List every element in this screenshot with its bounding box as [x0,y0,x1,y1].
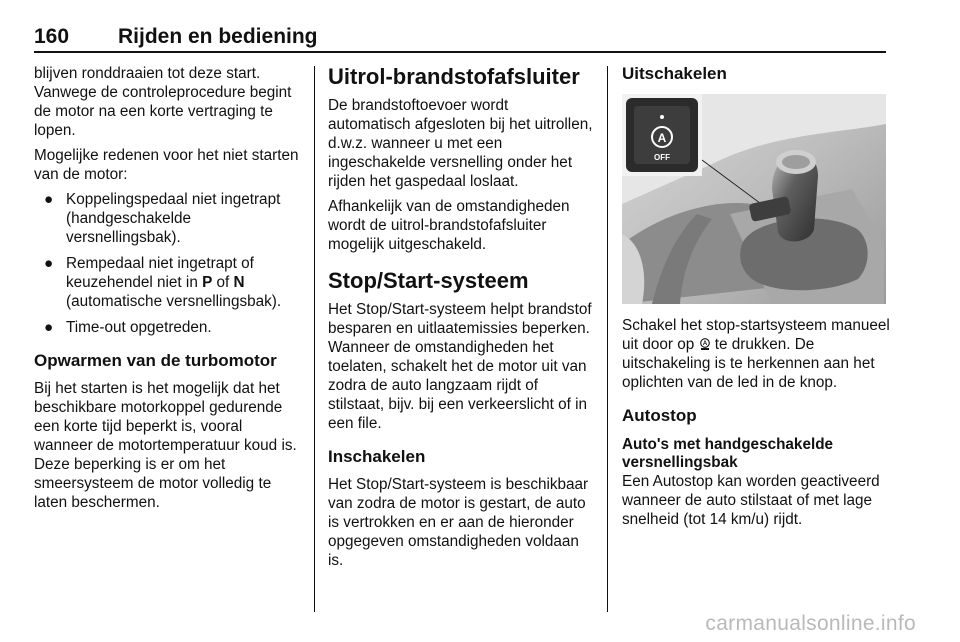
svg-text:A: A [657,131,667,145]
paragraph: Een Autostop kan worden geactiveerd wanneer de auto stilstaat of met lage snelheid (tot 14 km/u) rijdt. [622,473,880,528]
column-2 [328,64,594,576]
paragraph: Het Stop/Start-systeem is beschikbaar van zodra de motor is gestart, de auto is vertrokken en er aan de hieronder opgegeven omstandigheden voldaan is. [328,476,589,569]
paragraph: Bij het starten is het mogelijk dat het beschikbare motorkoppel gedurende een korte tijd beperkt is, vooral wanneer de motortemperatuur koud is. Deze beperking is er om het smeersysteem de motor volledig te laten beschermen. [34,380,297,511]
section-heading: Opwarmen van de turbomotor [34,351,277,370]
list-item [34,254,302,311]
button-off-label: OFF [654,153,670,162]
page-header [34,25,886,51]
console-photo [622,94,886,304]
watermark: carmanualsonline.info [705,612,916,635]
list-item [34,190,302,247]
auto-stop-button-icon [699,337,711,351]
paragraph: blijven ronddraaien tot deze start. Vanwege de controleprocedure begint de motor na een korte vertraging te lopen. [34,65,292,139]
section-heading: Inschakelen [328,447,426,466]
gear-console-illustration [622,94,886,304]
list-item-text: of [212,274,234,291]
chapter-title: Rijden en bediening [118,25,318,48]
bullet-icon: ● [44,255,54,272]
reason-list [34,190,302,337]
list-item-text: (automatische versnellingsbak). [66,293,282,310]
bullet-icon: ● [44,191,54,208]
column-divider-2 [607,66,608,612]
column-divider-1 [314,66,315,612]
list-item-text: Time-out opgetreden. [66,319,212,336]
paragraph-text: te drukken. De uitschakeling is te herkennen aan het oplichten van de led in de knop. [622,336,875,391]
list-item [34,318,302,337]
section-title: Stop/Start-systeem [328,268,529,293]
paragraph [622,316,890,392]
gear-n-label: N [233,274,245,291]
sub-heading: Auto's met handgeschakelde versnellingsbak [622,436,834,471]
paragraph-text: Schakel het stop-startsysteem manueel uit door op [622,317,890,353]
paragraph: Afhankelijk van de omstandigheden wordt de uitrol-brandstofafsluiter mogelijk uitgeschakeld. [328,198,570,253]
list-item-text: Rempedaal niet ingetrapt of keuzehendel niet in [66,255,254,291]
section-title: Uitrol-brandstofafsluiter [328,64,580,89]
paragraph: Het Stop/Start-systeem helpt brandstof besparen en uitlaatemissies beperken. Wanneer de omstandigheden het toelaten, schakelt het de motor uit van zodra de auto langzaam rijdt of stilstaat, bijv. bij een verkeerslicht of in een file. [328,301,592,432]
gear-p-label: P [202,274,213,291]
header-rule [34,51,886,53]
bullet-icon: ● [44,319,54,336]
column-3 [622,64,890,535]
paragraph: De brandstoftoevoer wordt automatisch afgesloten bij het uitrollen, d.w.z. wanneer u met een ingeschakelde versnelling onder het rijden het gaspedaal loslaat. [328,97,593,190]
paragraph: Mogelijke redenen voor het niet starten van de motor: [34,147,299,183]
column-1 [34,64,302,518]
svg-text:A: A [702,341,707,348]
page-number: 160 [34,25,70,48]
section-heading: Autostop [622,406,697,425]
list-item-text: Koppelingspedaal niet ingetrapt (handgeschakelde versnellingsbak). [66,191,281,246]
section-heading: Uitschakelen [622,64,727,83]
